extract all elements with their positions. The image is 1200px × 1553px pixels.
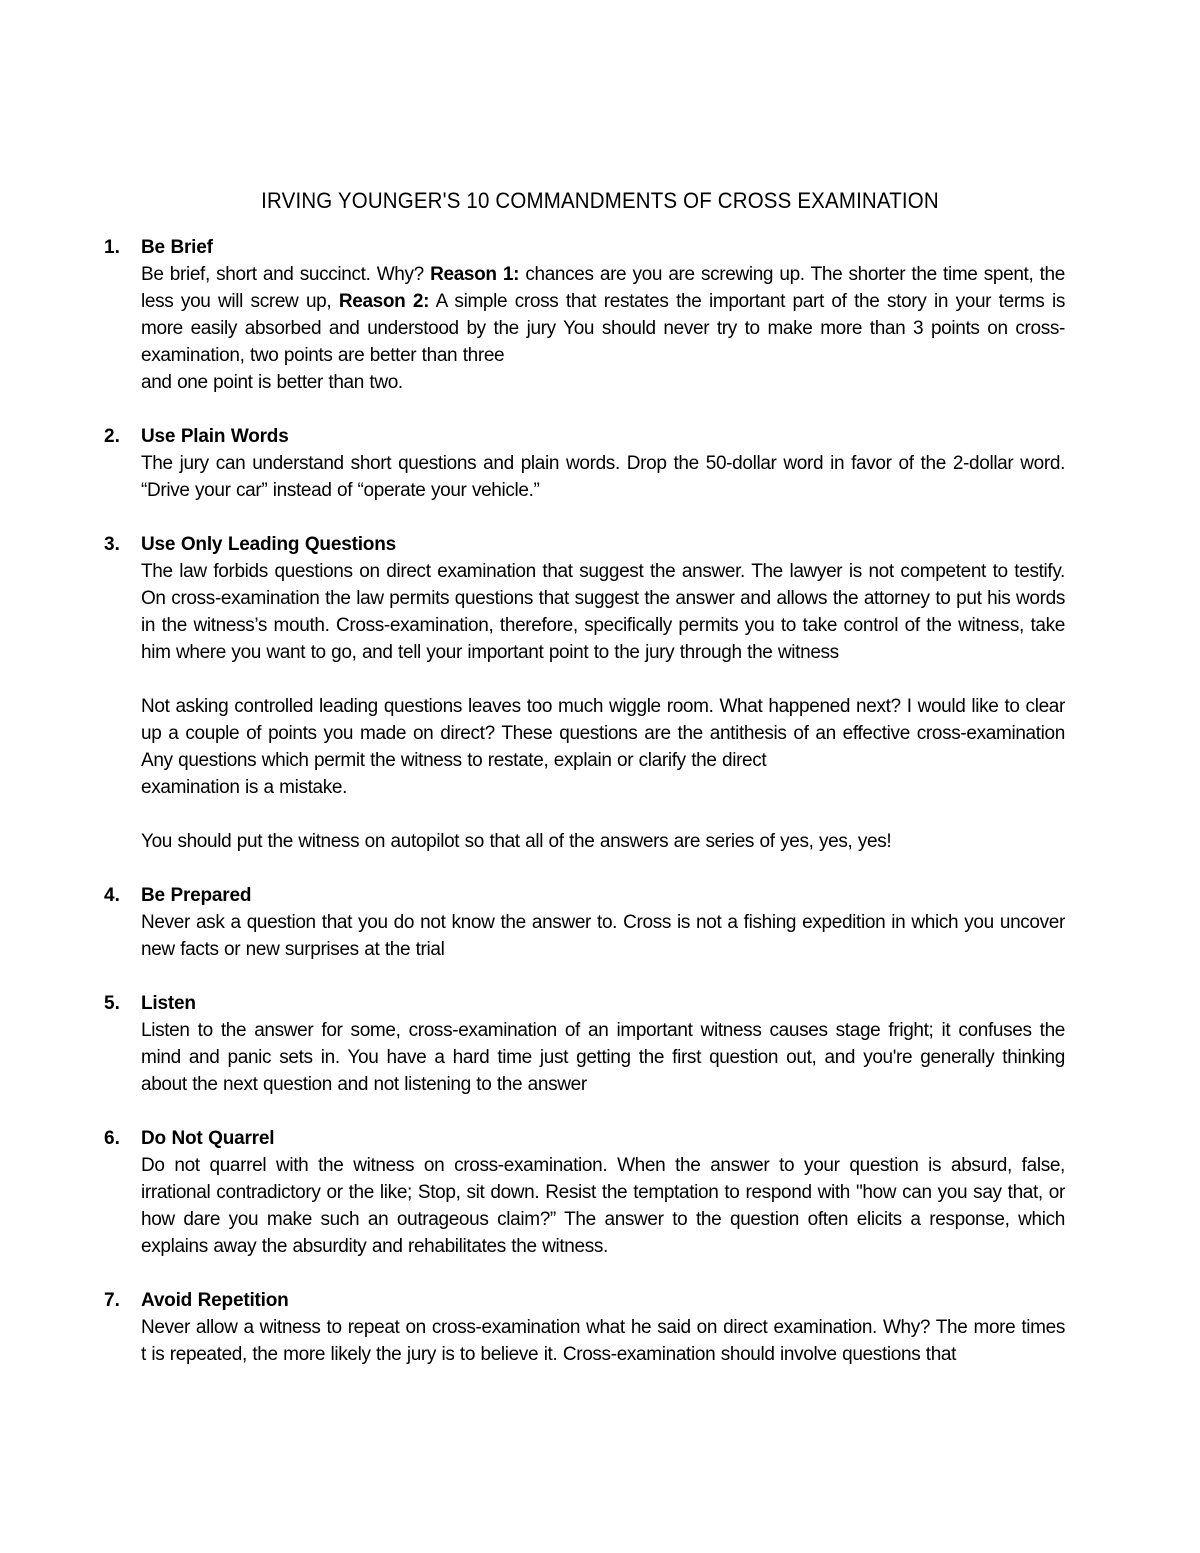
text-segment: Be brief, short and succinct. Why? — [141, 264, 431, 285]
commandment-text: You should put the witness on autopilot so that all of the answers are series of yes, yes, yes! — [141, 831, 892, 852]
commandment-7 — [0, 1287, 1200, 1368]
commandment-text — [141, 693, 1065, 801]
page-title: IRVING YOUNGER'S 10 COMMANDMENTS OF CROSS EXAMINATION — [261, 188, 939, 213]
commandment-text: The jury can understand short questions and plain words. Drop the 50-dollar word in favor of the 2-dollar word. “Drive your car” instead of “operate your vehicle.” — [141, 453, 1065, 501]
commandment-heading: Do Not Quarrel — [141, 1128, 275, 1149]
commandment-number: 7. — [104, 1290, 120, 1311]
commandment-2 — [0, 423, 1200, 504]
commandment-number: 3. — [104, 534, 120, 555]
text-segment: and one point is better than two. — [141, 372, 403, 393]
commandment-1 — [0, 234, 1200, 396]
commandment-text: Do not quarrel with the witness on cross-examination. When the answer to your question is absurd, false, irrational contradictory or the like; Stop, sit down. Resist the temptation to respond with "how can you say that, or how dare you make such an outrageous claim?” The answer to the question often elicits a response, which explains away the absurdity and rehabilitates the witness. — [141, 1155, 1065, 1257]
text-segment: A simple cross that restates the important part of the story in your terms is more easily absorbed and understood by the jury You should never try to make more than 3 points on cross-examination, two points are better than three — [141, 291, 1065, 366]
commandment-number: 6. — [104, 1128, 120, 1149]
commandment-4 — [0, 882, 1200, 963]
commandment-text — [141, 261, 1065, 396]
commandment-number: 5. — [104, 993, 120, 1014]
reason-1-label: Reason 1: — [430, 264, 520, 285]
commandment-number: 2. — [104, 426, 120, 447]
commandment-heading: Be Brief — [141, 237, 213, 258]
text-segment: chances are you are screwing up. The shorter the time spent, the less you will screw up, — [141, 264, 1065, 312]
commandment-6 — [0, 1125, 1200, 1260]
commandment-number: 4. — [104, 885, 120, 906]
commandment-text: The law forbids questions on direct examination that suggest the answer. The lawyer is not competent to testify. On cross-examination the law permits questions that suggest the answer and allows the attorney to put his words in the witness’s mouth. Cross-examination, therefore, specifically permits you to take control of the witness, take him where you want to go, and tell your important point to the jury through the witness — [141, 561, 1065, 663]
commandment-text: Never ask a question that you do not know the answer to. Cross is not a fishing expedition in which you uncover new facts or new surprises at the trial — [141, 912, 1065, 960]
text-segment: Not asking controlled leading questions leaves too much wiggle room. What happened next? I would like to clear up a couple of points you made on direct? These questions are the antithesis of an effective cross-examination Any questions which permit the witness to restate, explain or clarify the direct — [141, 696, 1065, 771]
reason-2-label: Reason 2: — [338, 291, 430, 312]
commandment-text: Never allow a witness to repeat on cross-examination what he said on direct examination. Why? The more times t is repeated, the more likely the jury is to believe it. Cross-examination should involve questions that — [141, 1317, 1065, 1365]
commandment-heading: Be Prepared — [141, 885, 252, 906]
commandments-list — [0, 234, 1200, 1395]
commandment-3 — [0, 531, 1200, 855]
commandment-heading: Use Only Leading Questions — [141, 534, 396, 555]
text-segment: examination is a mistake. — [141, 777, 348, 798]
commandment-heading: Listen — [141, 993, 196, 1014]
commandment-5 — [0, 990, 1200, 1098]
commandment-text: Listen to the answer for some, cross-examination of an important witness causes stage fright; it confuses the mind and panic sets in. You have a hard time just getting the first question out, and you're generally thinking about the next question and not listening to the answer — [141, 1020, 1065, 1095]
commandment-number: 1. — [104, 237, 120, 258]
commandment-heading: Use Plain Words — [141, 426, 289, 447]
commandment-heading: Avoid Repetition — [141, 1290, 289, 1311]
